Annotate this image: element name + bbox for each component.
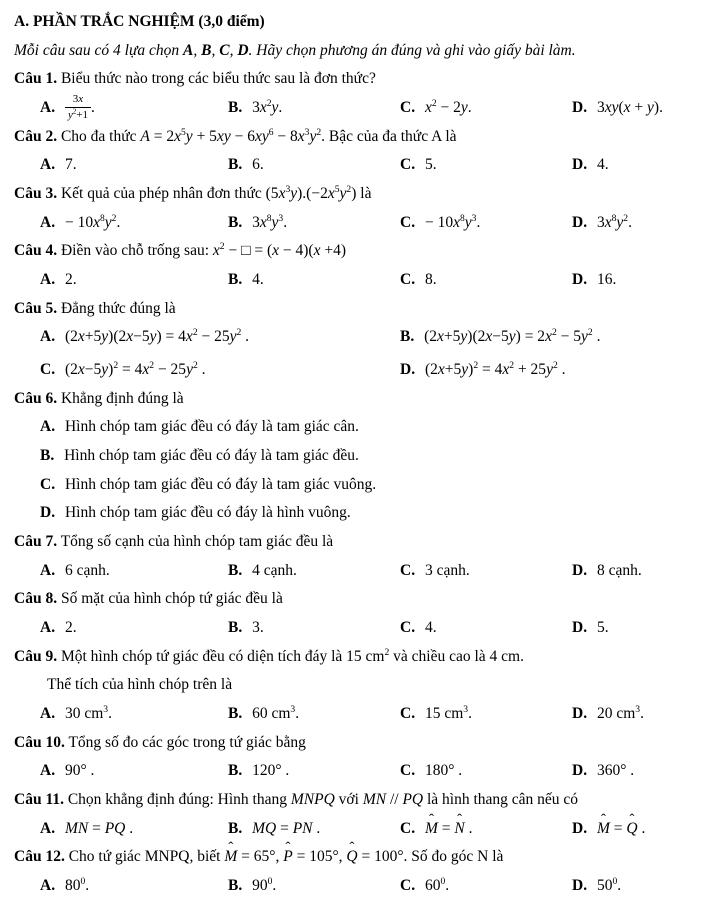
- option-body: Hình chóp tam giác đều có đáy là tam giác cân.: [64, 418, 359, 436]
- option-label: A.: [40, 619, 56, 637]
- option-body: $(2x+5y)(2x-5y) = 2x^2 - 5y^2$ .: [424, 327, 601, 346]
- option-body: ˆ M = ˆ N .: [425, 820, 473, 837]
- question-body: Chọn khẳng định đúng: Hình thang MNPQ với MN // PQ là hình thang cân nếu có: [67, 791, 579, 809]
- option-label: B.: [228, 156, 243, 174]
- question-number: Câu 1.: [14, 70, 58, 88]
- option-label: D.: [572, 156, 588, 174]
- question-11: [14, 786, 711, 843]
- question-body: Điền vào chỗ trống sau: $x^2$ − □ = (x − 4)(x +4): [60, 241, 346, 260]
- option-label: A.: [40, 99, 56, 117]
- option-body: 4.: [424, 619, 437, 637]
- questions: [14, 65, 711, 900]
- q4-option-c: [400, 266, 572, 295]
- question-body: Cho tứ giác MNPQ, biết ˆ M = 65°, ˆ P = 105°, ˆ Q = 100°. Số đo góc N là: [69, 848, 504, 865]
- question-body: Khẳng định đúng là: [60, 389, 184, 407]
- question-10: [14, 729, 711, 786]
- question-number: Câu 10.: [14, 733, 65, 751]
- option-label: C.: [400, 705, 416, 723]
- option-body: 5.: [424, 156, 437, 174]
- option-label: B.: [228, 561, 243, 579]
- question-body: Một hình chóp tứ giác đều có diện tích đáy là 15 $cm^2$ và chiều cao là 4 cm.: [60, 646, 524, 665]
- option-label: C.: [400, 819, 416, 837]
- option-body: MN = PQ .: [64, 819, 134, 837]
- q10-option-c: [400, 757, 572, 786]
- option-body: 4.: [596, 156, 609, 174]
- q11-option-b: [228, 815, 400, 844]
- option-label: C.: [400, 877, 416, 895]
- option-label: C.: [400, 99, 416, 117]
- q9-option-b: [228, 700, 400, 729]
- option-body: 4.: [252, 271, 264, 289]
- question-9: [14, 643, 711, 729]
- option-body: $80^0$.: [64, 876, 90, 895]
- options: [14, 323, 711, 384]
- q11-option-c: [400, 815, 572, 844]
- q10-option-d: [572, 757, 711, 786]
- q10-option-a: [40, 757, 228, 786]
- question-text: [14, 237, 711, 266]
- q1-option-a: [40, 94, 228, 123]
- q12-option-d: [572, 872, 711, 901]
- question-5: [14, 295, 711, 385]
- option-body: $60^0$.: [424, 876, 450, 895]
- question-number: Câu 6.: [14, 389, 58, 407]
- option-body: $90^0$.: [252, 876, 277, 895]
- option-body: ˆ M = ˆ Q .: [597, 820, 645, 837]
- option-body: $(2x+5y)(2x-5y) = 4x^2 - 25y^2$ .: [64, 327, 250, 346]
- option-label: C.: [40, 475, 56, 493]
- option-label: A.: [40, 877, 56, 895]
- options: [14, 413, 711, 528]
- option-body: 4 cạnh.: [252, 561, 297, 579]
- option-body: $3x^8y^3$.: [252, 212, 288, 231]
- option-body: 90° .: [64, 762, 95, 780]
- option-body: $50^0$.: [596, 876, 622, 895]
- q8-option-d: [572, 614, 711, 643]
- question-body: Biểu thức nào trong các biểu thức sau là đơn thức?: [60, 70, 376, 88]
- question-text: [14, 643, 711, 672]
- question-1: [14, 65, 711, 122]
- option-body: 16.: [596, 271, 617, 289]
- question-number: Câu 8.: [14, 590, 58, 608]
- option-label: B.: [40, 447, 55, 465]
- option-label: D.: [572, 271, 588, 289]
- option-label: C.: [400, 156, 416, 174]
- option-label: B.: [228, 705, 243, 723]
- question-7: [14, 528, 711, 585]
- option-body: $\frac{3x}{y^2+1}$ .: [65, 99, 95, 116]
- q4-option-d: [572, 266, 711, 295]
- option-label: B.: [228, 213, 243, 231]
- option-body: Hình chóp tam giác đều có đáy là hình vuông.: [64, 504, 351, 522]
- question-12: [14, 843, 711, 900]
- option-body: 2.: [64, 271, 77, 289]
- section-title: A. PHẦN TRẮC NGHIỆM (3,0 điểm): [14, 13, 265, 30]
- question-text: [14, 729, 711, 758]
- option-body: 120° .: [252, 762, 290, 780]
- option-label: A.: [40, 705, 56, 723]
- option-body: $(2x-5y)^2 = 4x^2 - 25y^2$ .: [64, 359, 206, 379]
- q3-option-d: [572, 209, 711, 238]
- q7-option-c: [400, 557, 572, 586]
- option-label: D.: [572, 619, 588, 637]
- question-text: [14, 180, 711, 209]
- instructions: Mỗi câu sau có 4 lựa chọn A, B, C, D. Hãy chọn phương án đúng và ghi vào giấy bài làm.: [14, 41, 576, 59]
- q2-option-d: [572, 151, 711, 180]
- question-text-line2: Thể tích của hình chóp trên là: [47, 676, 233, 694]
- q2-option-b: [228, 151, 400, 180]
- q8-option-a: [40, 614, 228, 643]
- option-body: 8 cạnh.: [596, 561, 642, 579]
- option-body: 30 $cm^3$.: [64, 703, 112, 723]
- option-body: $x^2 - 2y$.: [424, 97, 472, 117]
- option-label: A.: [40, 156, 56, 174]
- question-2: [14, 123, 711, 180]
- options: [14, 757, 711, 786]
- q1-option-c: [400, 94, 572, 123]
- q5-option-a: [40, 323, 400, 352]
- option-label: A.: [40, 328, 56, 346]
- question-number: Câu 2.: [14, 127, 58, 145]
- options: [14, 557, 711, 586]
- question-text: [14, 585, 711, 614]
- question-body: Cho đa thức $A = 2x^5y + 5xy - 6xy^6 - 8x^3y^2$. Bậc của đa thức A là: [60, 126, 457, 145]
- option-label: A.: [40, 213, 56, 231]
- option-label: B.: [228, 762, 243, 780]
- option-label: C.: [400, 213, 416, 231]
- question-8: [14, 585, 711, 642]
- q6-option-b: [40, 442, 711, 471]
- option-body: Hình chóp tam giác đều có đáy là tam giác vuông.: [64, 475, 377, 493]
- q9-option-a: [40, 700, 228, 729]
- question-4: [14, 237, 711, 294]
- option-body: 3.: [252, 619, 264, 637]
- option-label: D.: [572, 819, 588, 837]
- option-label: C.: [40, 361, 56, 379]
- option-label: D.: [572, 877, 588, 895]
- option-label: A.: [40, 762, 56, 780]
- q6-option-c: [40, 471, 711, 500]
- q12-option-c: [400, 872, 572, 901]
- q5-option-b: [400, 323, 711, 352]
- question-text: [14, 528, 711, 557]
- option-label: D.: [572, 561, 588, 579]
- q5-option-d: [400, 356, 711, 385]
- q2-option-a: [40, 151, 228, 180]
- q4-option-a: [40, 266, 228, 295]
- question-body: Tổng số đo các góc trong tứ giác bằng: [68, 733, 306, 751]
- option-label: D.: [40, 504, 56, 522]
- option-body: 6.: [252, 156, 264, 174]
- q12-option-b: [228, 872, 400, 901]
- option-body: − $10x^8y^2$.: [64, 212, 121, 231]
- q3-option-a: [40, 209, 228, 238]
- question-3: [14, 180, 711, 237]
- option-body: 60 $cm^3$.: [252, 703, 300, 723]
- q1-option-d: [572, 94, 711, 123]
- q11-option-d: [572, 815, 711, 844]
- question-text: [14, 65, 711, 94]
- question-number: Câu 11.: [14, 791, 64, 809]
- option-label: D.: [572, 213, 588, 231]
- q6-option-a: [40, 413, 711, 442]
- options: [14, 209, 711, 238]
- question-body: Kết quả của phép nhân đơn thức $(5x^3y).(-2x^5y^2)$ là: [60, 183, 372, 203]
- options: [14, 151, 711, 180]
- question-number: Câu 5.: [14, 299, 58, 317]
- option-label: A.: [40, 561, 56, 579]
- option-label: A.: [40, 271, 56, 289]
- q3-option-c: [400, 209, 572, 238]
- q3-option-b: [228, 209, 400, 238]
- option-label: B.: [228, 99, 243, 117]
- question-body: Tổng số cạnh của hình chóp tam giác đều là: [60, 533, 334, 551]
- q6-option-d: [40, 499, 711, 528]
- option-label: A.: [40, 418, 56, 436]
- question-number: Câu 7.: [14, 533, 58, 551]
- option-body: 3 cạnh.: [424, 561, 470, 579]
- options: [14, 266, 711, 295]
- option-body: 360° .: [596, 762, 635, 780]
- option-label: B.: [228, 619, 243, 637]
- q11-option-a: [40, 815, 228, 844]
- option-body: 5.: [596, 619, 609, 637]
- option-label: B.: [228, 819, 243, 837]
- option-body: MQ = PN .: [252, 819, 321, 837]
- question-number: Câu 3.: [14, 185, 58, 203]
- option-label: C.: [400, 271, 416, 289]
- option-label: C.: [400, 619, 416, 637]
- option-body: 6 cạnh.: [64, 561, 110, 579]
- option-label: B.: [400, 328, 415, 346]
- q7-option-d: [572, 557, 711, 586]
- option-label: D.: [400, 361, 416, 379]
- option-body: 7.: [64, 156, 77, 174]
- question-number: Câu 9.: [14, 647, 58, 665]
- option-label: A.: [40, 819, 56, 837]
- option-body: 2.: [64, 619, 77, 637]
- question-text: [14, 123, 711, 152]
- q4-option-b: [228, 266, 400, 295]
- option-body: $3x^2y$.: [252, 97, 283, 117]
- option-label: B.: [228, 271, 243, 289]
- option-label: C.: [400, 561, 416, 579]
- option-body: $(2x+5y)^2 = 4x^2 + 25y^2$ .: [424, 359, 566, 379]
- question-text: [14, 843, 711, 872]
- options: [14, 815, 711, 844]
- q8-option-c: [400, 614, 572, 643]
- q7-option-b: [228, 557, 400, 586]
- question-text: [14, 385, 711, 414]
- option-body: 20 $cm^3$.: [596, 703, 644, 723]
- question-text: [14, 295, 711, 324]
- question-body: Đẳng thức đúng là: [60, 299, 176, 317]
- options: [14, 614, 711, 643]
- q5-option-c: [40, 356, 400, 385]
- question-text: [14, 786, 711, 815]
- q2-option-c: [400, 151, 572, 180]
- option-label: D.: [572, 705, 588, 723]
- option-label: B.: [228, 877, 243, 895]
- question-6: [14, 385, 711, 528]
- option-body: − $10x^8y^3$.: [424, 212, 481, 231]
- q8-option-b: [228, 614, 400, 643]
- q7-option-a: [40, 557, 228, 586]
- question-number: Câu 12.: [14, 848, 65, 866]
- option-label: D.: [572, 762, 588, 780]
- option-body: 3xy(x + y).: [596, 99, 663, 117]
- q9-option-d: [572, 700, 711, 729]
- options: [14, 94, 711, 123]
- option-label: D.: [572, 99, 588, 117]
- q1-option-b: [228, 94, 400, 123]
- option-body: $3x^8y^2$.: [596, 212, 632, 231]
- q12-option-a: [40, 872, 228, 901]
- option-body: 180° .: [424, 762, 463, 780]
- option-body: Hình chóp tam giác đều có đáy là tam giác đều.: [64, 447, 359, 465]
- options: [14, 700, 711, 729]
- question-number: Câu 4.: [14, 242, 58, 260]
- option-body: 8.: [424, 271, 437, 289]
- q9-option-c: [400, 700, 572, 729]
- option-body: 15 $cm^3$.: [424, 703, 472, 723]
- options: [14, 872, 711, 901]
- option-label: C.: [400, 762, 416, 780]
- q10-option-b: [228, 757, 400, 786]
- question-body: Số mặt của hình chóp tứ giác đều là: [60, 590, 283, 608]
